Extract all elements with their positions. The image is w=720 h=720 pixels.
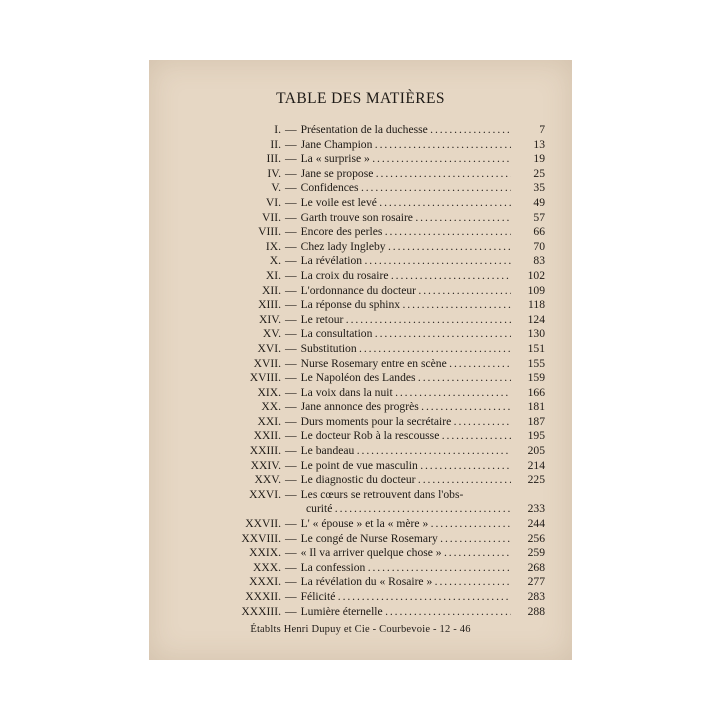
page-number: 288 [527, 604, 545, 618]
chapter-title: Le voile est levé . . . [301, 196, 511, 211]
chapter-dash: — [285, 327, 297, 341]
page-title: TABLE DES MATIÈRES [276, 90, 445, 107]
toc-entry [183, 313, 545, 328]
chapter-dash: — [285, 414, 297, 428]
toc-entry [183, 240, 545, 255]
chapter-number: IX. [265, 239, 281, 253]
chapter-number: XXVII. [245, 517, 281, 531]
chapter-dash: — [285, 458, 297, 472]
chapter-dash: — [285, 546, 297, 560]
chapter-title: Jane Champion . . . [301, 138, 511, 153]
chapter-dash: — [285, 371, 297, 385]
toc-entry [183, 400, 545, 415]
chapter-number: XXVIII. [241, 531, 281, 545]
chapter-title: Confidences . . . [301, 181, 511, 196]
page-number: 233 [527, 502, 545, 516]
toc-entry [183, 123, 545, 138]
chapter-dash: — [285, 531, 297, 545]
chapter-title: Jane se propose . . . [301, 167, 511, 182]
chapter-number: XXII. [253, 429, 281, 443]
toc-entry [183, 415, 545, 430]
chapter-dash: — [285, 166, 297, 180]
toc-entry [183, 561, 545, 576]
page-number: 19 [533, 152, 545, 166]
book-page [149, 60, 572, 660]
toc-entry [183, 269, 545, 284]
chapter-number: XXIII. [249, 444, 281, 458]
page-number: 13 [533, 137, 545, 151]
chapter-title: Le retour . . . [301, 313, 511, 328]
chapter-dash: — [285, 239, 297, 253]
chapter-title: Félicité . . . [301, 590, 511, 605]
toc-entry [183, 284, 545, 299]
chapter-number: XXI. [257, 414, 281, 428]
chapter-title: Le point de vue masculin . . . [301, 459, 511, 474]
chapter-title: Le congé de Nurse Rosemary . . . [301, 532, 511, 547]
page-number: 118 [528, 298, 545, 312]
chapter-number: VIII. [258, 225, 281, 239]
toc-entry [183, 298, 545, 313]
toc-entry [183, 357, 545, 372]
chapter-number: V. [271, 181, 281, 195]
chapter-dash: — [285, 517, 297, 531]
toc-entry [183, 429, 545, 444]
toc-entry [183, 211, 545, 226]
chapter-number: XXIX. [249, 546, 281, 560]
chapter-dash: — [285, 429, 297, 443]
page-number: 124 [527, 312, 545, 326]
toc-entry [183, 342, 545, 357]
chapter-number: XXXI. [249, 575, 281, 589]
page-number: 109 [527, 283, 545, 297]
toc-entry [183, 225, 545, 240]
page-number: 181 [527, 400, 545, 414]
page-number: 214 [527, 458, 545, 472]
chapter-dash: — [285, 225, 297, 239]
page-number: 70 [533, 239, 545, 253]
chapter-number: XVI. [257, 341, 281, 355]
chapter-number: XVII. [253, 356, 281, 370]
page-number: 155 [527, 356, 545, 370]
chapter-title: La confession . . . [301, 561, 511, 576]
chapter-number: XXX. [252, 560, 281, 574]
chapter-dash: — [285, 356, 297, 370]
page-number: 102 [527, 268, 545, 282]
chapter-dash: — [285, 473, 297, 487]
toc-entry [183, 167, 545, 182]
page-number: 259 [527, 546, 545, 560]
chapter-number: I. [274, 123, 281, 136]
chapter-dash: — [285, 444, 297, 458]
page-number: 57 [533, 210, 545, 224]
page-number: 244 [527, 517, 545, 531]
chapter-number: XXIV. [250, 458, 281, 472]
chapter-title: Présentation de la duchesse . . . [301, 123, 511, 138]
toc-entry [183, 590, 545, 605]
toc-entry [183, 605, 545, 620]
chapter-number: XII. [262, 283, 281, 297]
page-number: 277 [527, 575, 545, 589]
table-of-contents [183, 123, 545, 619]
chapter-title: « Il va arriver quelque chose » . . . [301, 546, 511, 561]
chapter-number: VI. [265, 195, 281, 209]
page-number: 25 [533, 166, 545, 180]
chapter-dash: — [285, 385, 297, 399]
chapter-number: XIV. [258, 312, 281, 326]
toc-entry [183, 575, 545, 590]
chapter-title: La réponse du sphinx . . . [301, 298, 511, 313]
toc-entry [183, 254, 545, 269]
chapter-title: Le docteur Rob à la rescousse . . . [301, 429, 511, 444]
chapter-title: Le Napoléon des Landes . . . [301, 371, 511, 386]
chapter-title: Durs moments pour la secrétaire . . . [301, 415, 511, 430]
chapter-number: II. [270, 137, 281, 151]
chapter-number: XIX. [257, 385, 281, 399]
toc-entry-continuation [183, 502, 545, 517]
chapter-number: IV. [267, 166, 281, 180]
page-number: 268 [527, 560, 545, 574]
page-number: 83 [533, 254, 545, 268]
toc-entry [183, 444, 545, 459]
chapter-title: Le bandeau . . . [301, 444, 511, 459]
page-number: 151 [527, 341, 545, 355]
chapter-title: La consultation . . . [301, 327, 511, 342]
chapter-number: III. [266, 152, 281, 166]
chapter-title: La révélation du « Rosaire » . . . [301, 575, 511, 590]
toc-entry [183, 327, 545, 342]
toc-entry [183, 196, 545, 211]
page-number: 166 [527, 385, 545, 399]
chapter-title: Encore des perles . . . [301, 225, 511, 240]
chapter-title: Le diagnostic du docteur . . . [301, 473, 511, 488]
chapter-dash: — [285, 268, 297, 282]
chapter-dash: — [285, 590, 297, 603]
toc-entry [183, 488, 545, 503]
chapter-title: La révélation . . . [301, 254, 511, 269]
chapter-title: L' « épouse » et la « mère » . . . [301, 517, 511, 532]
chapter-number: XI. [265, 268, 281, 282]
toc-entry [183, 152, 545, 167]
toc-entry [183, 473, 545, 488]
page-number: 205 [527, 444, 545, 458]
chapter-dash: — [285, 210, 297, 224]
chapter-dash: — [285, 604, 297, 618]
toc-entry [183, 517, 545, 532]
chapter-dash: — [285, 560, 297, 574]
chapter-number: XXVI. [249, 487, 281, 501]
page-number: 225 [527, 473, 545, 487]
chapter-number: XIII. [258, 298, 281, 312]
chapter-number: XXV. [254, 473, 281, 487]
chapter-title: La « surprise » . . . [301, 152, 511, 167]
chapter-number: XXXII. [245, 590, 281, 603]
chapter-title: Substitution . . . [301, 342, 511, 357]
chapter-dash: — [285, 123, 297, 136]
page-number: 195 [527, 429, 545, 443]
chapter-number: XX. [261, 400, 281, 414]
page-number: 7 [539, 123, 545, 136]
page-number: 159 [527, 371, 545, 385]
chapter-title: Jane annonce des progrès . . . [301, 400, 511, 415]
chapter-dash: — [285, 254, 297, 268]
chapter-title: Les cœurs se retrouvent dans l'obs- [300, 487, 464, 501]
chapter-title: Nurse Rosemary entre en scène . . . [301, 357, 511, 372]
page-number: 35 [533, 181, 545, 195]
chapter-dash: — [285, 195, 297, 209]
chapter-dash: — [285, 312, 297, 326]
chapter-title: Lumière éternelle . . . [301, 605, 511, 620]
chapter-number: VII. [262, 210, 281, 224]
page-number: 130 [527, 327, 545, 341]
chapter-dash: — [285, 575, 297, 589]
page-number: 187 [527, 414, 545, 428]
chapter-title: Garth trouve son rosaire . . . [301, 211, 511, 226]
toc-entry [183, 138, 545, 153]
chapter-title: L'ordonnance du docteur . . . [301, 284, 511, 299]
page-number: 256 [527, 531, 545, 545]
page-number: 283 [527, 590, 545, 603]
chapter-title: La voix dans la nuit . . . [301, 386, 511, 401]
toc-entry [183, 532, 545, 547]
chapter-dash: — [285, 341, 297, 355]
chapter-dash: — [285, 298, 297, 312]
toc-entry [183, 386, 545, 401]
chapter-dash: — [285, 400, 297, 414]
chapter-number: XV. [262, 327, 281, 341]
page-number: 66 [533, 225, 545, 239]
chapter-number: XVIII. [249, 371, 281, 385]
toc-entry [183, 459, 545, 474]
chapter-number: XXXIII. [241, 604, 281, 618]
chapter-dash: — [285, 283, 297, 297]
chapter-title: Chez lady Ingleby . . . [301, 240, 511, 255]
toc-entry [183, 371, 545, 386]
toc-entry [183, 546, 545, 561]
chapter-title-continuation: curité . . . [306, 502, 511, 517]
page-number: 49 [533, 195, 545, 209]
chapter-title: La croix du rosaire . . . [301, 269, 511, 284]
chapter-dash: — [285, 181, 297, 195]
printer-imprint: Établts Henri Dupuy et Cie - Courbevoie - 12 - 46 [250, 624, 471, 635]
chapter-dash: — [285, 152, 297, 166]
toc-entry [183, 181, 545, 196]
chapter-number: X. [269, 254, 281, 268]
chapter-dash: — [285, 487, 297, 501]
chapter-dash: — [285, 137, 297, 151]
